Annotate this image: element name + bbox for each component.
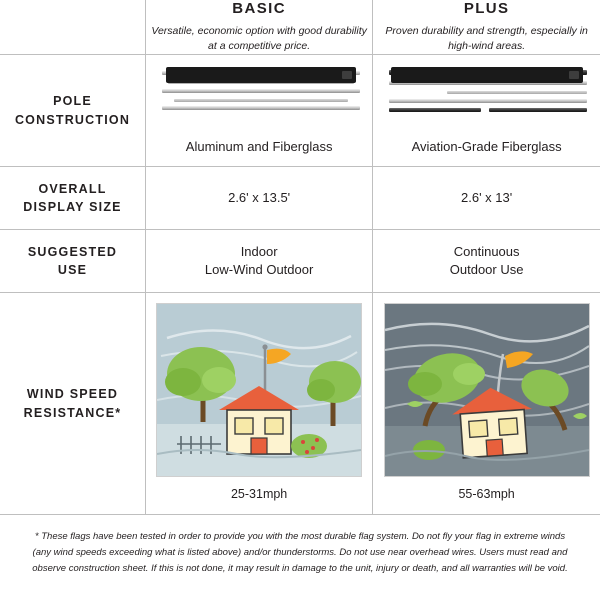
row-label-line1: OVERALL (38, 181, 107, 196)
row-suggested-use (0, 230, 600, 293)
illustration-windy-day-house-flag (384, 303, 590, 477)
wind-speed-basic: 25-31mph (230, 487, 288, 502)
suggested-use-basic-line1: Indoor (240, 243, 278, 259)
row-label-display-size (0, 167, 146, 230)
column-header-plus (373, 0, 600, 55)
cell-wind-speed-plus (373, 293, 600, 514)
column-description-basic: Versatile, economic option with good durability at a competitive price. (151, 25, 367, 53)
pole-image-plus (373, 55, 600, 133)
cell-pole-construction-basic (146, 55, 373, 167)
pole-rods-basic (158, 67, 360, 127)
row-label-line1: SUGGESTED (27, 244, 118, 259)
row-display-size (0, 167, 600, 230)
pole-material-basic: Aluminum and Fiberglass (185, 139, 333, 155)
pole-rods-plus (385, 67, 588, 127)
table-header-row (0, 0, 600, 55)
row-label-line2: CONSTRUCTION (14, 112, 131, 127)
row-footnote (0, 514, 600, 587)
row-pole-construction (0, 55, 600, 167)
footnote-text: * These flags have been tested in order to provide you with the most durable flag system. Do not fly your flag in extreme winds (any wind speeds exceeding what is listed above) and/or thunderstorms. Do not use near overhead wires. Users must read and observe construction sheet. If this is not done, it may result in damage to the unit, injury or death, and all warranties will be void. (32, 530, 568, 574)
column-header-basic (146, 0, 373, 55)
row-label-suggested-use (0, 230, 146, 293)
cell-pole-construction-plus (373, 55, 600, 167)
row-label-wind-speed (0, 293, 146, 514)
column-name-basic: BASIC (232, 0, 286, 17)
pole-bag-basic (158, 67, 360, 85)
cell-display-size-basic: 2.6' x 13.5' (146, 167, 373, 230)
row-label-line2: DISPLAY SIZE (23, 200, 122, 215)
cell-suggested-use-basic (146, 230, 373, 293)
pole-image-basic (146, 55, 372, 133)
row-label-line2: RESISTANCE* (23, 405, 122, 420)
column-description-plus: Proven durability and strength, especially in high-wind areas. (385, 25, 588, 53)
suggested-use-plus-line2: Outdoor Use (449, 262, 524, 278)
pole-material-plus: Aviation-Grade Fiberglass (411, 139, 562, 155)
column-name-plus: PLUS (463, 0, 510, 17)
row-label-line1: WIND SPEED (26, 386, 119, 401)
suggested-use-plus-line1: Continuous (453, 243, 520, 259)
row-label-pole-construction (0, 55, 146, 167)
row-label-line1: POLE (53, 94, 92, 109)
illustration-calm-day-house-flag (156, 303, 362, 477)
cell-display-size-plus: 2.6' x 13' (373, 167, 600, 230)
footnote-cell (0, 514, 600, 587)
row-label-line2: USE (57, 263, 88, 278)
pole-bag-plus (385, 67, 588, 85)
row-wind-speed-resistance (0, 293, 600, 514)
wind-speed-plus: 55-63mph (458, 487, 515, 502)
header-empty-cell (0, 0, 146, 55)
cell-wind-speed-basic (146, 293, 373, 514)
cell-suggested-use-plus (373, 230, 600, 293)
suggested-use-basic-line2: Low-Wind Outdoor (204, 262, 314, 278)
